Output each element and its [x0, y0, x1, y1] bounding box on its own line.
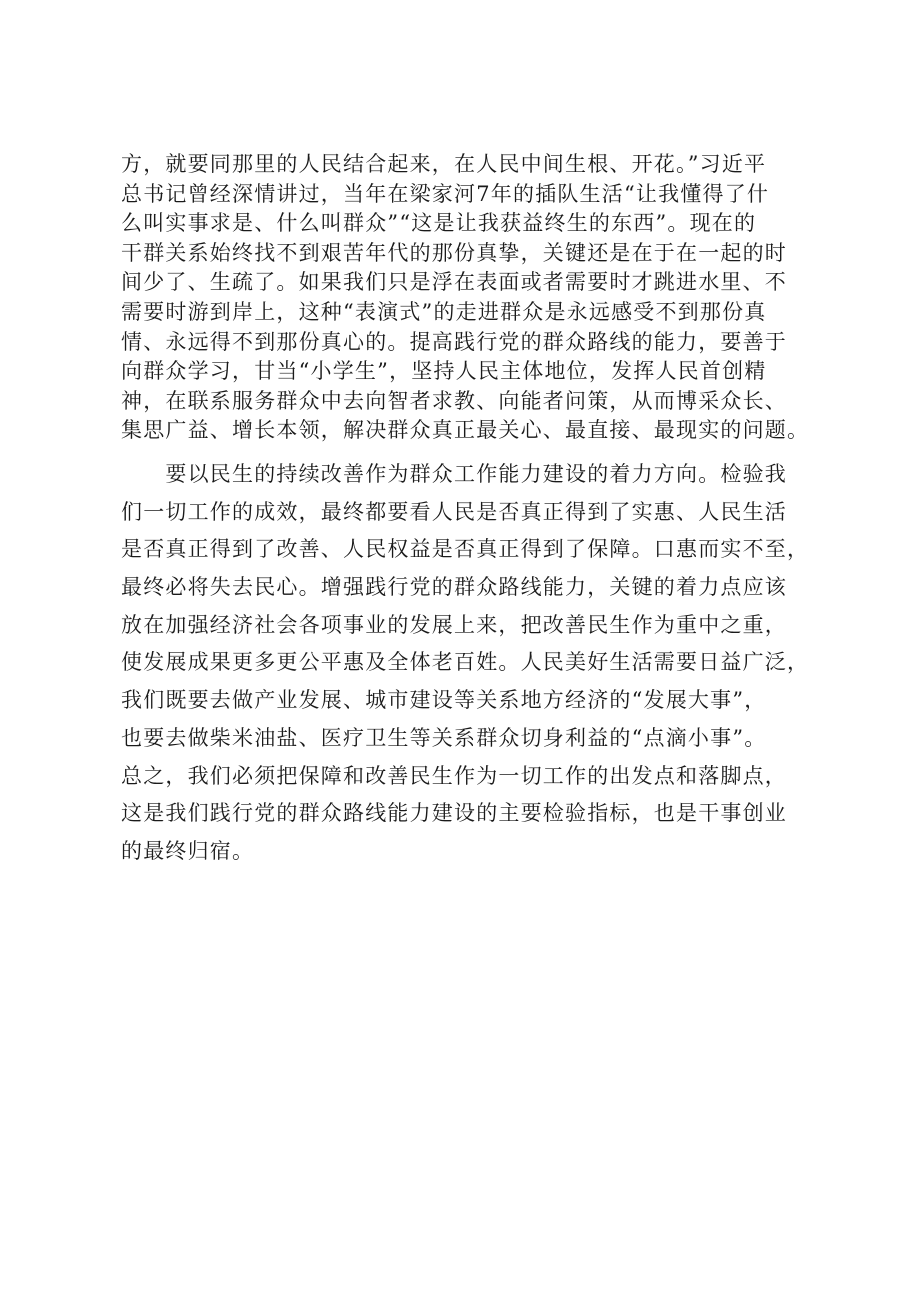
paragraph-1 [121, 150, 821, 446]
text-line: 间少了、生疏了。如果我们只是浮在表面或者需要时才跳进水里、不 [121, 270, 787, 295]
text-line: 向群众学习，甘当“小学生”，坚持人民主体地位，发挥人民首创精 [121, 359, 767, 384]
text-line: 我们既要去做产业发展、城市建设等关系地方经济的“发展大事”， [121, 688, 767, 713]
text-line: 干群关系始终找不到艰苦年代的那份真挚，关键还是在于在一起的时 [121, 240, 787, 265]
text-line: 要以民生的持续改善作为群众工作能力建设的着力方向。检验我 [121, 461, 787, 486]
text-line: 使发展成果更多更公平惠及全体老百姓。人民美好生活需要日益广泛， [121, 650, 810, 675]
text-line: 们一切工作的成效，最终都要看人民是否真正得到了实惠、人民生活 [121, 499, 787, 524]
text-line: 总之，我们必须把保障和改善民生作为一切工作的出发点和落脚点， [121, 763, 787, 788]
text-line: 么叫实事求是、什么叫群众”“这是让我获益终生的东西”。现在的 [121, 211, 757, 236]
text-line: 方，就要同那里的人民结合起来，在人民中间生根、开花。”习近平 [121, 152, 767, 176]
text-line: 放在加强经济社会各项事业的发展上来，把改善民生作为重中之重， [121, 612, 787, 637]
text-line: 是否真正得到了改善、人民权益是否真正得到了保障。口惠而实不至， [121, 537, 810, 562]
text-line: 神，在联系服务群众中去向智者求教、向能者问策，从而博采众长、 [121, 388, 787, 413]
text-line: 的最终归宿。 [121, 838, 255, 863]
text-line: 总书记曾经深情讲过，当年在梁家河7年的插队生活“让我懂得了什 [121, 181, 770, 206]
text-line: 情、永远得不到那份真心的。提高践行党的群众路线的能力，要善于 [121, 329, 787, 354]
text-line: 集思广益、增长本领，解决群众真正最关心、最直接、最现实的问题。 [121, 418, 810, 443]
text-line: 这是我们践行党的群众路线能力建设的主要检验指标，也是干事创业 [121, 801, 787, 826]
text-line: 也要去做柴米油盐、医疗卫生等关系群众切身利益的“点滴小事”。 [121, 725, 767, 750]
document-page [121, 150, 821, 871]
text-line: 需要时游到岸上，这种“表演式”的走进群众是永远感受不到那份真 [121, 299, 767, 324]
paragraph-2 [121, 456, 821, 871]
text-line: 最终必将失去民心。增强践行党的群众路线能力，关键的着力点应该 [121, 575, 787, 600]
